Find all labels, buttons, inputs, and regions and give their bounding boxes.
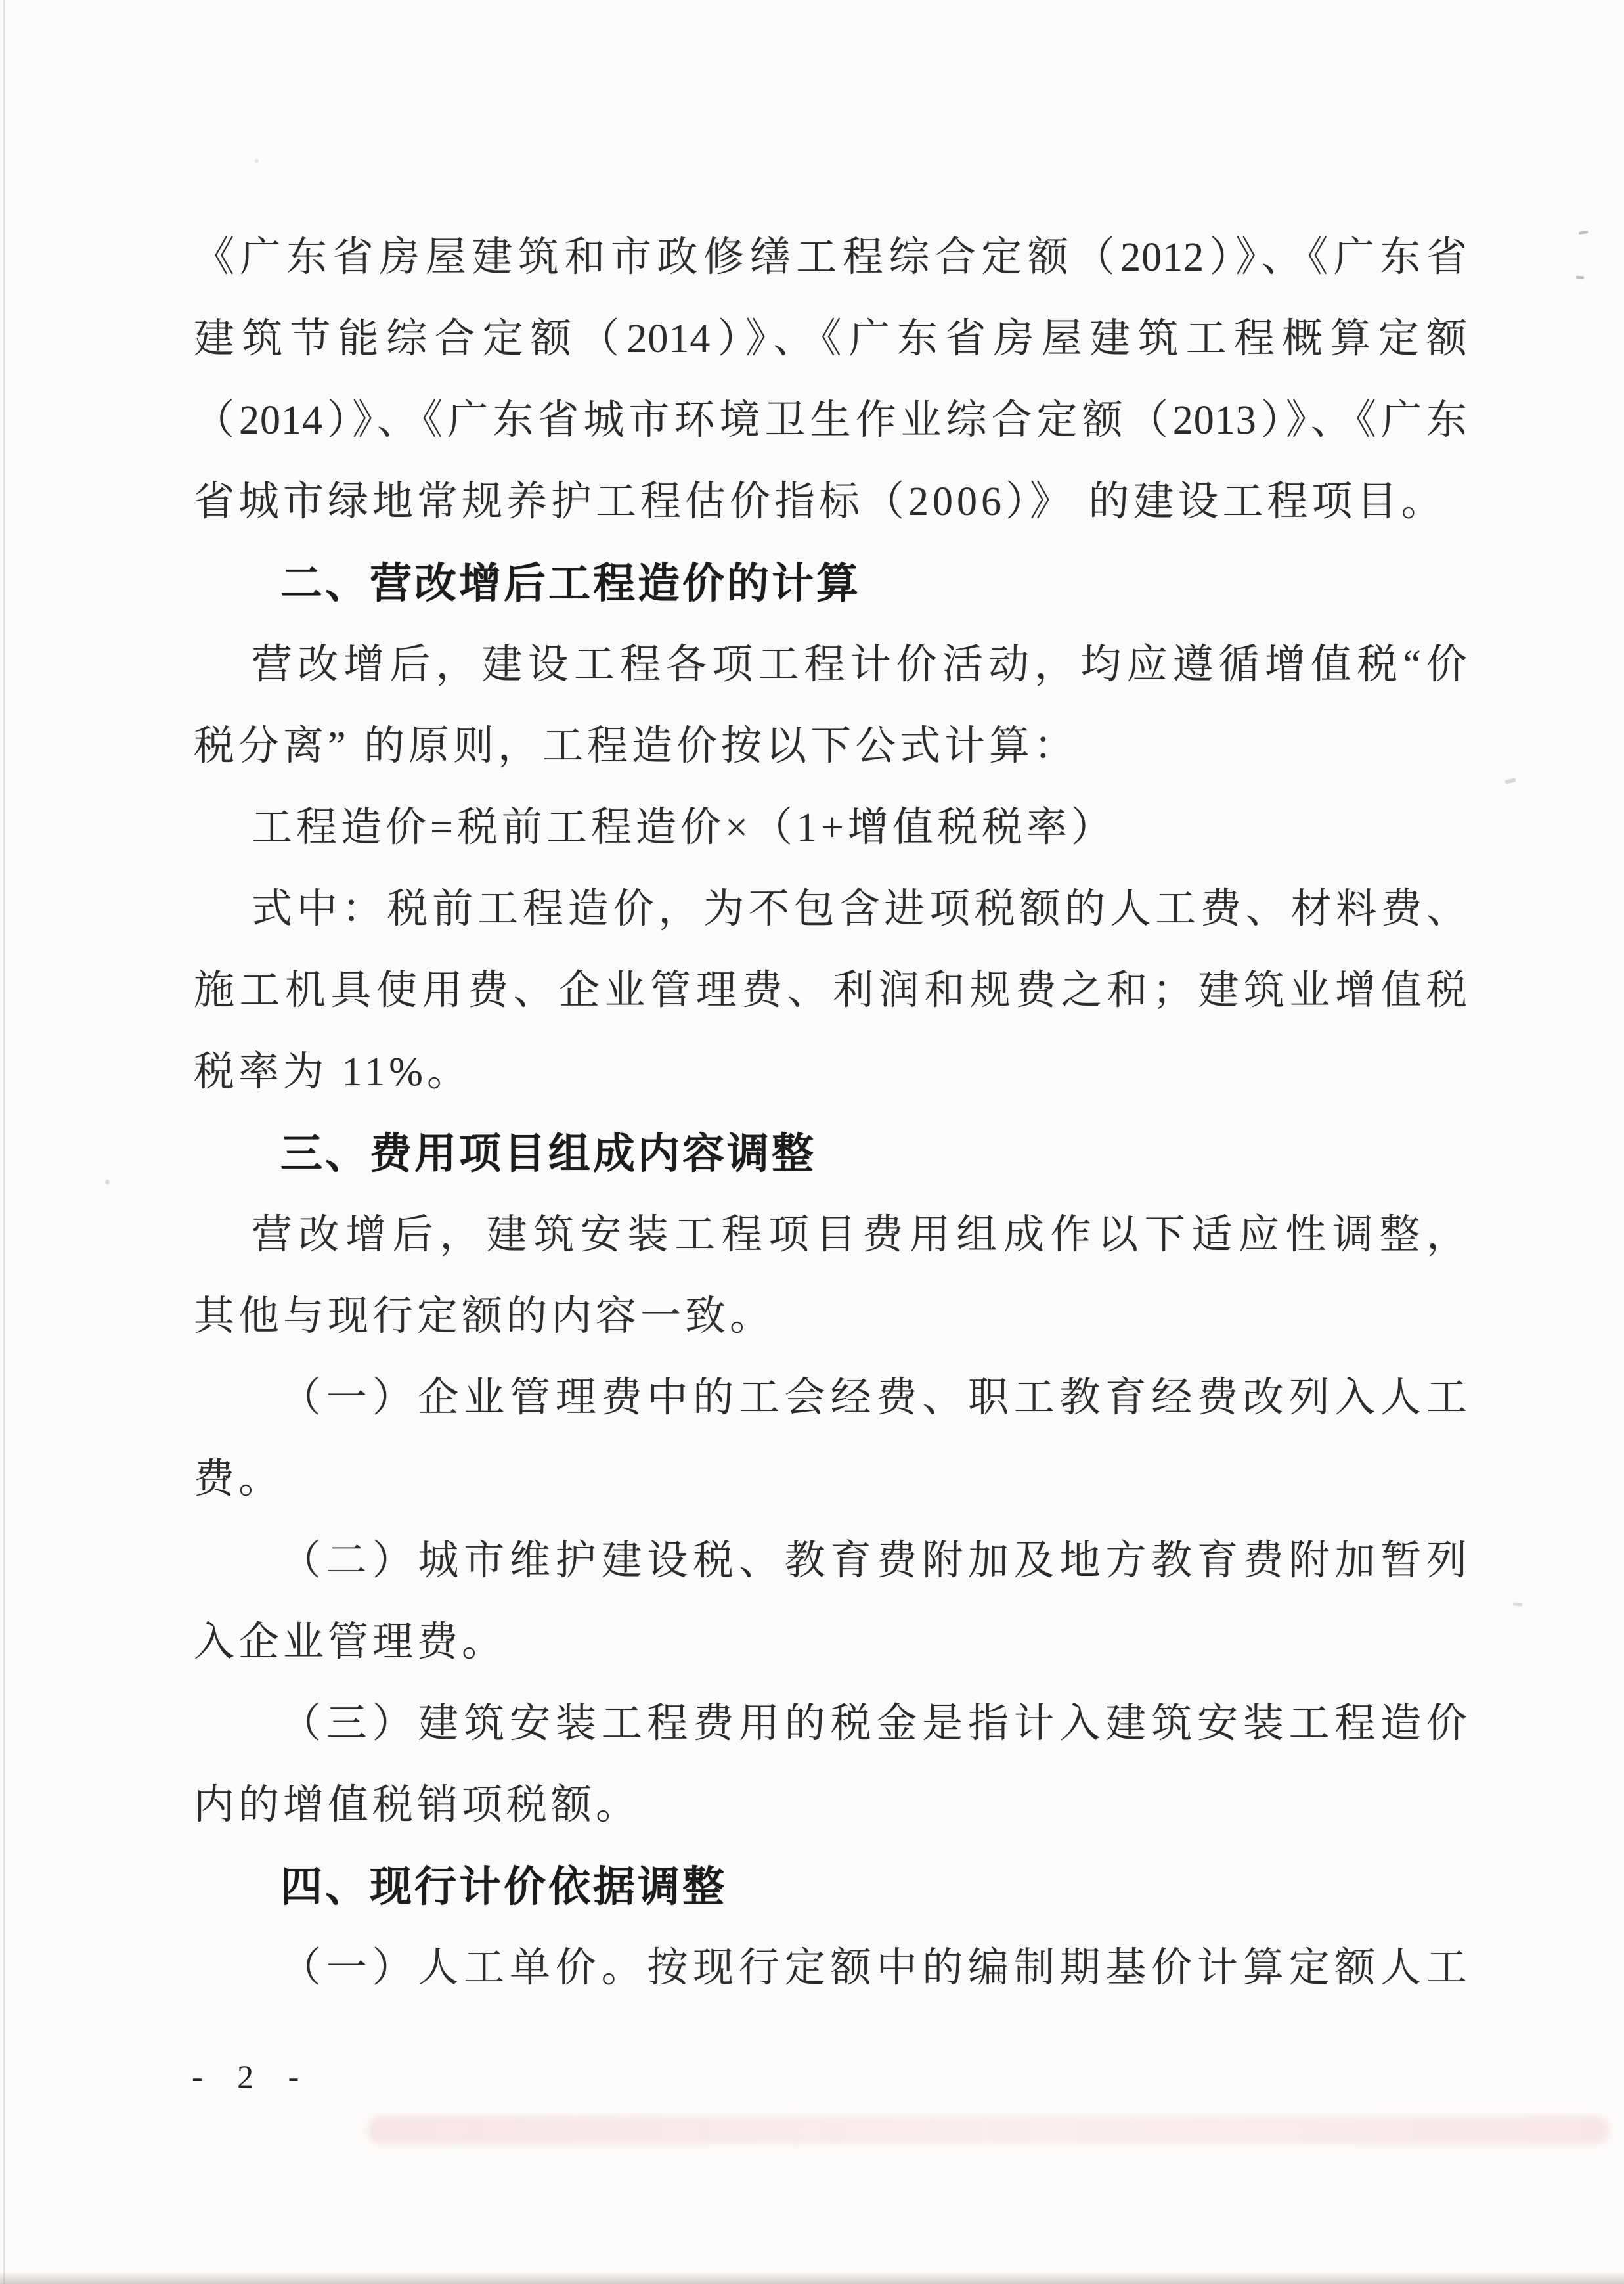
scan-artifact <box>1576 276 1584 279</box>
text-line: 《广东省房屋建筑和市政修缮工程综合定额（2012）》、《广东省 <box>194 235 1468 280</box>
text-line: 营改增后，建筑安装工程项目费用组成作以下适应性调整， <box>252 1213 1468 1257</box>
text-line: 入企业管理费。 <box>194 1620 507 1665</box>
scan-smudge <box>368 2116 1609 2144</box>
document-text-block <box>194 217 1468 2009</box>
scan-edge-line <box>3 0 5 2284</box>
text-line: 税率为 11%。 <box>194 1050 472 1094</box>
text-line: 其他与现行定额的内容一致。 <box>194 1294 775 1339</box>
scan-artifact <box>255 159 259 163</box>
text-line: 式中：税前工程造价，为不包含进项税额的人工费、材料费、 <box>252 887 1468 931</box>
text-line: （三）建筑安装工程费用的税金是指计入建筑安装工程造价 <box>280 1701 1468 1746</box>
scan-artifact <box>1579 231 1588 235</box>
text-line: 内的增值税销项税额。 <box>194 1783 641 1827</box>
text-line: （二）城市维护建设税、教育费附加及地方教育费附加暂列 <box>280 1538 1468 1583</box>
text-line: 费。 <box>194 1457 284 1502</box>
text-line: 施工机具使用费、企业管理费、利润和规费之和；建筑业增值税 <box>194 968 1468 1013</box>
text-line: 营改增后，建设工程各项工程计价活动，均应遵循增值税“价 <box>252 642 1468 687</box>
text-line: （2014）》、《广东省城市环境卫生作业综合定额（2013）》、《广东 <box>194 398 1468 443</box>
text-line: （一）人工单价。按现行定额中的编制期基价计算定额人工 <box>280 1946 1468 1990</box>
text-line: 省城市绿地常规养护工程估价指标（2006）》 的建设工程项目。 <box>194 480 1446 524</box>
text-line: 税分离” 的原则，工程造价按以下公式计算： <box>194 724 1079 769</box>
scan-edge-shadow <box>0 2273 1624 2284</box>
section-heading: 二、营改增后工程造价的计算 <box>280 560 861 607</box>
scan-artifact <box>105 1180 110 1184</box>
scan-artifact <box>1505 778 1516 784</box>
section-heading: 三、费用项目组成内容调整 <box>280 1130 816 1177</box>
page-number: - 2 - <box>192 2058 313 2095</box>
text-line: 建筑节能综合定额（2014）》、《广东省房屋建筑工程概算定额 <box>194 317 1468 361</box>
section-heading: 四、现行计价依据调整 <box>280 1863 727 1910</box>
text-line: （一）企业管理费中的工会经费、职工教育经费改列入人工 <box>280 1376 1468 1420</box>
text-line: 工程造价=税前工程造价×（1+增值税税率） <box>252 805 1116 850</box>
scan-artifact <box>1513 1602 1522 1606</box>
